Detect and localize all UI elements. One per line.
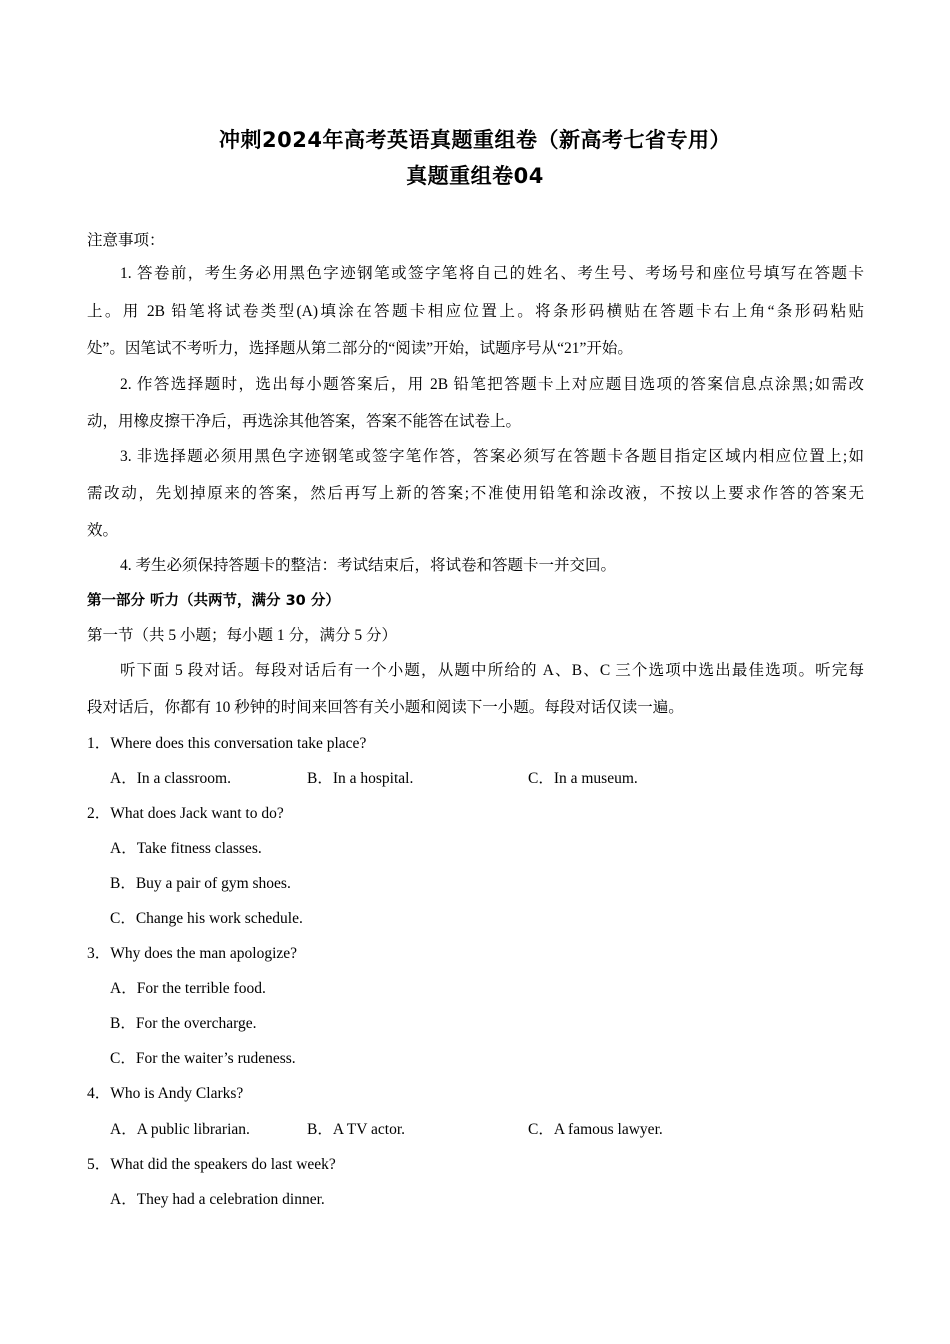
question-2-option-b: B．Buy a pair of gym shoes. — [110, 875, 291, 892]
notice-item-1-line-2: 上。用 2B 铅笔将试卷类型(A)填涂在答题卡相应位置上。将条形码横贴在答题卡右上角“条形码粘贴 — [87, 303, 864, 320]
question-1-stem: 1．Where does this conversation take place? — [87, 735, 367, 752]
notice-item-1-line-1: 1. 答卷前，考生务必用黑色字迹钢笔或签字笔将自己的姓名、考生号、考场号和座位号填写在答题卡 — [120, 265, 864, 282]
question-4-option-a: A．A public librarian. — [110, 1121, 250, 1138]
section1-heading: 第一节（共 5 小题；每小题 1 分，满分 5 分） — [87, 627, 398, 644]
question-3-stem: 3．Why does the man apologize? — [87, 945, 298, 962]
question-5-option-a: A．They had a celebration dinner. — [110, 1191, 325, 1208]
question-5-stem: 5．What did the speakers do last week? — [87, 1156, 336, 1173]
question-3-option-a: A．For the terrible food. — [110, 980, 266, 997]
question-2-stem: 2．What does Jack want to do? — [87, 805, 284, 822]
page-title: 冲刺2024年高考英语真题重组卷（新高考七省专用） — [219, 128, 731, 152]
question-1-option-c: C．In a museum. — [528, 770, 638, 787]
question-2-option-a: A．Take fitness classes. — [110, 840, 262, 857]
instructions-line-1: 听下面 5 段对话。每段对话后有一个小题，从题中所给的 A、B、C 三个选项中选出最佳选项。听完每 — [120, 662, 864, 679]
part1-heading: 第一部分 听力（共两节，满分 30 分） — [87, 593, 340, 609]
instructions-line-2: 段对话后，你都有 10 秒钟的时间来回答有关小题和阅读下一小题。每段对话仅读一遍。 — [87, 699, 684, 716]
question-4-stem: 4．Who is Andy Clarks? — [87, 1085, 244, 1102]
notice-item-3-line-2: 需改动，先划掉原来的答案，然后再写上新的答案;不准使用铅笔和涂改液，不按以上要求作答的答案无 — [87, 485, 864, 502]
notice-heading: 注意事项： — [87, 232, 165, 249]
page-subtitle: 真题重组卷04 — [406, 164, 544, 188]
question-3-option-b: B．For the overcharge. — [110, 1015, 257, 1032]
notice-item-3-line-1: 3. 非选择题必须用黑色字迹钢笔或签字笔作答，答案必须写在答题卡各题目指定区域内相应位置上;如 — [120, 448, 864, 465]
question-4-option-c: C．A famous lawyer. — [528, 1121, 663, 1138]
question-3-option-c: C．For the waiter’s rudeness. — [110, 1050, 296, 1067]
question-4-option-b: B．A TV actor. — [307, 1121, 406, 1138]
question-1-option-b: B．In a hospital. — [307, 770, 414, 787]
notice-item-2-line-1: 2. 作答选择题时，选出每小题答案后，用 2B 铅笔把答题卡上对应题目选项的答案信息点涂黑;如需改 — [120, 376, 864, 393]
question-1-option-a: A．In a classroom. — [110, 770, 231, 787]
question-2-option-c: C．Change his work schedule. — [110, 910, 303, 927]
notice-item-2-line-2: 动，用橡皮擦干净后，再选涂其他答案，答案不能答在试卷上。 — [87, 413, 522, 430]
notice-item-3-line-3: 效。 — [87, 522, 119, 539]
notice-item-1-line-3: 处”。因笔试不考听力，选择题从第二部分的“阅读”开始，试题序号从“21”开始。 — [87, 340, 633, 357]
notice-item-4: 4. 考生必须保持答题卡的整洁：考试结束后，将试卷和答题卡一并交回。 — [120, 557, 617, 574]
